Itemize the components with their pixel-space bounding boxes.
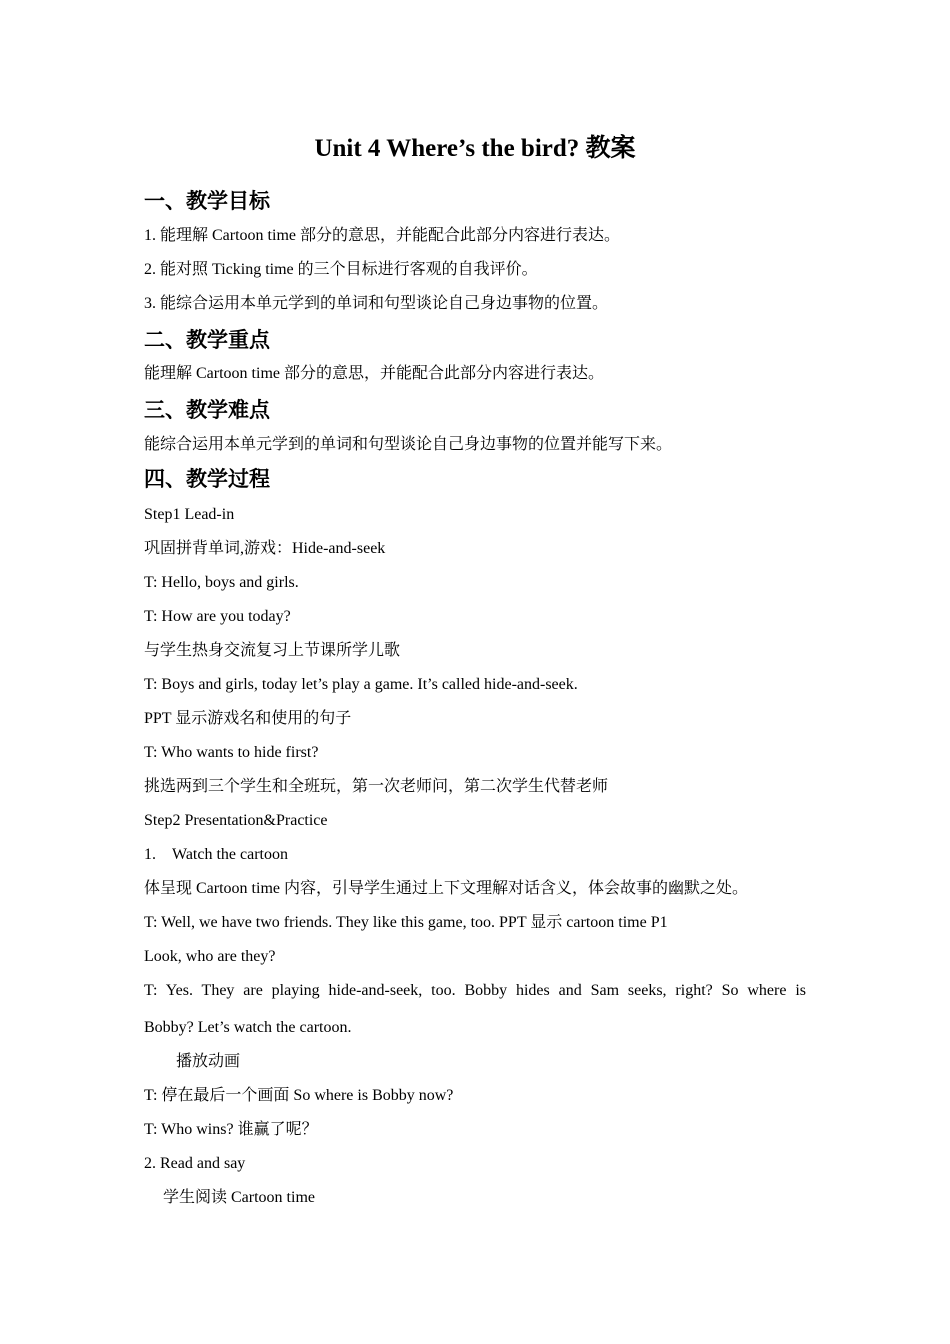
process-line: Step1 Lead-in [144,506,235,523]
process-line: T: Who wants to hide first? [144,744,319,761]
process-line-indented: 播放动画 [176,1053,241,1070]
process-line: 2. Read and say [144,1155,246,1172]
key-point-line: 能理解 Cartoon time 部分的意思，并能配合此部分内容进行表达。 [144,365,604,382]
process-line: 体呈现 Cartoon time 内容，引导学生通过上下文理解对话含义，体会故事的幽默之处。 [144,880,748,897]
section-heading-process: 四、教学过程 [144,467,270,491]
objective-line-3: 3. 能综合运用本单元学到的单词和句型谈论自己身边事物的位置。 [144,295,609,312]
process-line: PPT 显示游戏名和使用的句子 [144,710,352,727]
objective-line-2: 2. 能对照 Ticking time 的三个目标进行客观的自我评价。 [144,261,538,278]
process-line: T: Well, we have two friends. They like this game, too. PPT 显示 cartoon time P1 [144,914,668,931]
section-heading-key-points: 二、教学重点 [144,328,270,352]
document-title: Unit 4 Where’s the bird? 教案 [314,135,636,162]
process-line: T: Boys and girls, today let’s play a game. It’s called hide-and-seek. [144,676,578,693]
difficulty-line: 能综合运用本单元学到的单词和句型谈论自己身边事物的位置并能写下来。 [144,436,673,453]
process-line: T: Hello, boys and girls. [144,574,299,591]
process-line: 与学生热身交流复习上节课所学儿歌 [144,642,401,659]
objective-line-1: 1. 能理解 Cartoon time 部分的意思，并能配合此部分内容进行表达。 [144,227,620,244]
process-line-indented: 学生阅读 Cartoon time [163,1189,315,1206]
process-line: T: 停在最后一个画面 So where is Bobby now? [144,1087,454,1104]
process-line: Bobby? Let’s watch the cartoon. [144,1019,352,1036]
item-number: 1. [144,846,156,863]
process-line: 巩固拼背单词,游戏：Hide-and-seek [144,540,386,557]
section-heading-objectives: 一、教学目标 [144,189,270,213]
item-text: Watch the cartoon [172,846,288,863]
process-line: T: Who wins? 谁赢了呢？ [144,1121,318,1138]
numbered-item-watch [144,844,288,866]
process-line: Step2 Presentation&Practice [144,812,328,829]
process-line-justified: T: Yes. They are playing hide-and-seek, too. Bobby hides and Sam seeks, right? So where is [144,982,806,999]
process-line: T: How are you today? [144,608,291,625]
section-heading-difficulties: 三、教学难点 [144,398,270,422]
process-line: 挑选两到三个学生和全班玩，第一次老师问，第二次学生代替老师 [144,778,609,795]
process-line: Look, who are they? [144,948,276,965]
